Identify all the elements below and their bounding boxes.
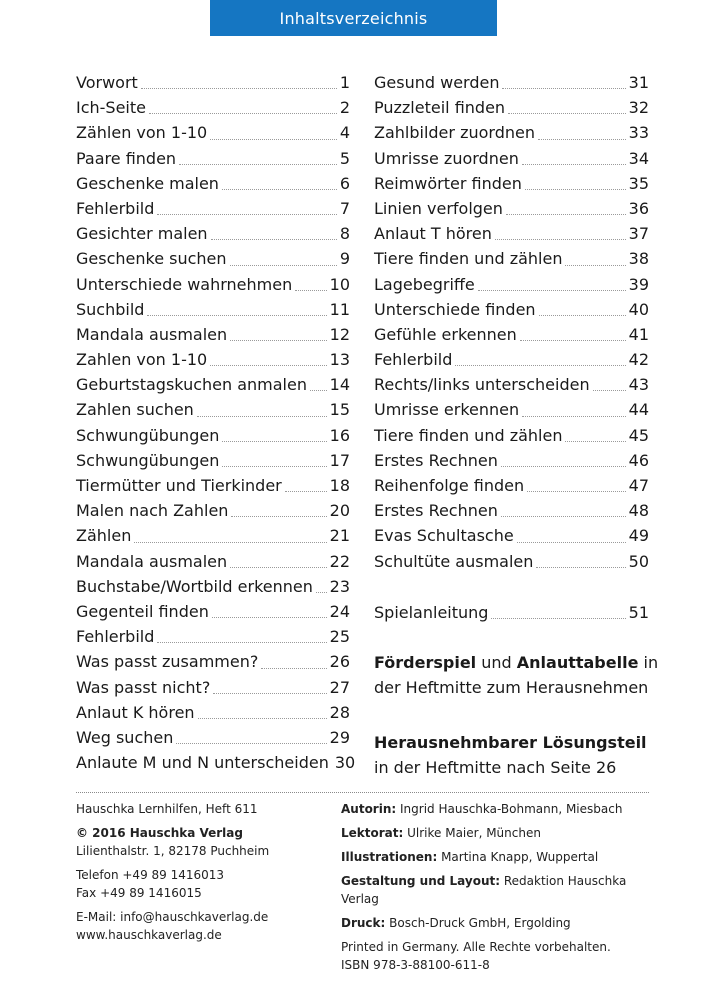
toc-label: Umrisse erkennen	[374, 400, 520, 420]
toc-page-number: 33	[628, 123, 649, 143]
toc-page-number: 28	[329, 702, 350, 722]
toc-leader-dots	[525, 189, 626, 190]
toc-label: Geburtstagskuchen anmalen	[76, 375, 307, 395]
toc-leader-dots	[536, 567, 625, 568]
toc-label: Fehlerbild	[76, 627, 155, 647]
toc-leader-dots	[176, 743, 326, 744]
toc-row	[374, 297, 649, 322]
toc-label: Spielanleitung	[374, 603, 489, 622]
toc-row	[76, 473, 350, 498]
toc-row	[76, 549, 350, 574]
toc-row	[374, 473, 649, 498]
toc-label: Gegenteil finden	[76, 601, 209, 621]
toc-row	[374, 95, 649, 120]
credit-illustrations: Illustrationen: Martina Knapp, Wuppertal	[341, 850, 599, 864]
toc-label: Buchstabe/Wortbild erkennen	[76, 576, 313, 596]
toc-leader-dots	[593, 390, 626, 391]
toc-label: Tiermütter und Tierkinder	[76, 476, 282, 495]
toc-label: Malen nach Zahlen	[76, 501, 229, 521]
toc-row	[76, 322, 350, 347]
toc-label: Reihenfolge finden	[374, 476, 525, 495]
toc-row	[374, 246, 649, 271]
toc-leader-dots	[455, 365, 625, 366]
toc-leader-dots	[212, 617, 327, 618]
toc-page-number: 31	[628, 73, 649, 92]
toc-page-number: 14	[329, 375, 350, 395]
toc-leader-dots	[495, 239, 626, 240]
toc-label: Mandala ausmalen	[76, 324, 228, 344]
toc-label: Gesichter malen	[76, 224, 208, 244]
isbn: ISBN 978-3-88100-611-8	[341, 958, 490, 972]
toc-leader-dots	[210, 365, 326, 366]
toc-row	[76, 700, 350, 725]
imprint-fax: Fax +49 89 1416015	[76, 886, 202, 900]
toc-leader-dots	[285, 491, 327, 492]
toc-page-number: 34	[628, 148, 649, 168]
note-bold: Förderspiel	[374, 653, 477, 672]
toc-page-number: 46	[628, 450, 649, 470]
toc-label: Zählen von 1-10	[76, 123, 208, 143]
toc-page-number: 13	[329, 350, 350, 370]
toc-row	[76, 397, 350, 422]
toc-page-number: 2	[339, 98, 350, 118]
toc-page-number: 10	[329, 274, 350, 294]
toc-label: Linien verfolgen	[374, 198, 503, 218]
toc-leader-dots	[316, 592, 327, 593]
toc-label: Fehlerbild	[76, 198, 155, 218]
toc-page-number: 18	[329, 476, 350, 495]
toc-row	[76, 372, 350, 397]
toc-row	[76, 498, 350, 523]
toc-label: Zahlbilder zuordnen	[374, 123, 535, 143]
toc-row	[76, 221, 350, 246]
toc-leader-dots	[310, 390, 327, 391]
toc-page-number: 8	[339, 224, 350, 244]
imprint-phone: Telefon +49 89 1416013	[76, 868, 225, 882]
toc-label: Evas Schultasche	[374, 526, 514, 546]
toc-left-column	[76, 70, 356, 775]
toc-row	[374, 171, 649, 196]
toc-label: Schwungübungen	[76, 450, 220, 470]
toc-row	[374, 196, 649, 221]
toc-row	[374, 322, 649, 347]
toc-leader-dots	[295, 290, 326, 291]
toc-label: Was passt nicht?	[76, 677, 211, 697]
toc-page-number: 51	[628, 603, 649, 622]
toc-label: Umrisse zuordnen	[374, 148, 519, 168]
toc-row	[76, 423, 350, 448]
toc-leader-dots	[520, 340, 626, 341]
toc-page-number: 43	[628, 375, 649, 395]
toc-page-number: 24	[329, 601, 350, 621]
toc-page-number: 29	[329, 727, 350, 747]
toc-leader-dots	[231, 516, 326, 517]
toc-row-spielanleitung	[374, 600, 649, 625]
toc-row	[374, 523, 649, 548]
toc-row	[76, 675, 350, 700]
toc-label: Erstes Rechnen	[374, 501, 498, 521]
toc-page-number: 9	[339, 249, 350, 269]
toc-row	[374, 423, 649, 448]
toc-leader-dots	[539, 315, 626, 316]
imprint-copyright: © 2016 Hauschka Verlag	[76, 826, 243, 840]
toc-leader-dots	[565, 441, 625, 442]
imprint-address: Lilienthalstr. 1, 82178 Puchheim	[76, 844, 270, 858]
toc-label: Ich-Seite	[76, 98, 146, 118]
toc-row	[374, 448, 649, 473]
note-text: in der Heftmitte zum Herausnehmen	[374, 653, 659, 697]
toc-label: Gefühle erkennen	[374, 324, 517, 344]
toc-page-number: 15	[329, 400, 350, 420]
toc-label: Schultüte ausmalen	[374, 551, 534, 571]
imprint-website: www.hauschkaverlag.de	[76, 928, 222, 942]
rights-notice: Printed in Germany. Alle Rechte vorbehalten.	[341, 940, 611, 954]
imprint-publisher	[76, 800, 326, 944]
toc-page-number: 22	[329, 551, 350, 571]
toc-page-number: 49	[628, 526, 649, 546]
toc-row	[76, 120, 350, 145]
toc-row	[76, 297, 350, 322]
toc-page-number: 27	[329, 677, 350, 697]
toc-page-number: 39	[628, 274, 649, 294]
toc-row	[76, 624, 350, 649]
toc-right-column	[374, 70, 649, 574]
toc-label: Schwungübungen	[76, 425, 220, 445]
toc-row	[76, 750, 356, 775]
toc-row	[374, 146, 649, 171]
toc-leader-dots	[147, 315, 326, 316]
toc-leader-dots	[197, 416, 327, 417]
toc-row	[374, 221, 649, 246]
toc-page-number: 23	[329, 576, 350, 596]
toc-label: Tiere finden und zählen	[374, 425, 563, 445]
toc-leader-dots	[491, 618, 625, 619]
toc-label: Fehlerbild	[374, 350, 453, 370]
toc-page-number: 45	[628, 425, 649, 445]
toc-leader-dots	[157, 214, 336, 215]
toc-row	[76, 599, 350, 624]
toc-label: Zahlen von 1-10	[76, 350, 208, 370]
toc-leader-dots	[222, 466, 326, 467]
toc-page-number: 44	[628, 400, 649, 420]
imprint-email: E-Mail: info@hauschkaverlag.de	[76, 910, 269, 924]
note-text: in der Heftmitte nach Seite 26	[374, 758, 617, 777]
imprint-series: Hauschka Lernhilfen, Heft 611	[76, 802, 258, 816]
toc-row	[374, 372, 649, 397]
toc-leader-dots	[179, 164, 337, 165]
toc-leader-dots	[522, 164, 626, 165]
toc-leader-dots	[230, 265, 337, 266]
toc-leader-dots	[198, 718, 327, 719]
toc-row	[374, 549, 649, 574]
note-bold: Anlauttabelle	[516, 653, 639, 672]
toc-leader-dots	[508, 113, 626, 114]
toc-leader-dots	[478, 290, 626, 291]
toc-leader-dots	[522, 416, 625, 417]
toc-row	[374, 272, 649, 297]
toc-label: Zahlen suchen	[76, 400, 194, 420]
toc-page-number: 36	[628, 198, 649, 218]
toc-page-number: 5	[339, 148, 350, 168]
toc-leader-dots	[517, 542, 626, 543]
toc-label: Mandala ausmalen	[76, 551, 228, 571]
toc-leader-dots	[261, 668, 326, 669]
toc-leader-dots	[230, 340, 326, 341]
toc-row	[374, 120, 649, 145]
note-foerderspiel	[374, 650, 664, 700]
toc-row	[374, 347, 649, 372]
toc-row	[76, 649, 350, 674]
toc-row	[374, 397, 649, 422]
toc-leader-dots	[213, 693, 326, 694]
toc-row	[76, 70, 350, 95]
toc-leader-dots	[230, 567, 326, 568]
toc-label: Reimwörter finden	[374, 173, 522, 193]
note-bold: Herausnehmbarer Lösungsteil	[374, 733, 647, 752]
toc-row	[374, 498, 649, 523]
toc-label: Geschenke suchen	[76, 249, 227, 269]
toc-leader-dots	[134, 542, 326, 543]
toc-page-number: 25	[329, 627, 350, 647]
page-title: Inhaltsverzeichnis	[279, 8, 428, 28]
toc-page-number: 47	[628, 476, 649, 495]
divider	[76, 792, 649, 793]
toc-page-number: 30	[334, 753, 356, 773]
toc-label: Erstes Rechnen	[374, 450, 498, 470]
toc-leader-dots	[538, 139, 626, 140]
toc-page-number: 17	[329, 450, 350, 470]
toc-leader-dots	[501, 466, 626, 467]
toc-row	[374, 70, 649, 95]
toc-leader-dots	[211, 239, 337, 240]
toc-row	[76, 196, 350, 221]
toc-row	[76, 95, 350, 120]
toc-row	[76, 246, 350, 271]
toc-leader-dots	[565, 265, 625, 266]
toc-label: Zählen	[76, 526, 132, 546]
toc-page-number: 26	[329, 652, 350, 672]
toc-leader-dots	[527, 491, 626, 492]
toc-row	[76, 523, 350, 548]
toc-page-number: 38	[628, 249, 649, 269]
toc-page-number: 21	[329, 526, 350, 546]
toc-leader-dots	[222, 441, 326, 442]
imprint-credits	[341, 800, 661, 974]
toc-label: Anlaut K hören	[76, 702, 195, 722]
toc-row	[76, 448, 350, 473]
toc-row	[76, 347, 350, 372]
toc-label: Paare finden	[76, 148, 177, 168]
toc-page-number: 48	[628, 501, 649, 521]
toc-row	[76, 272, 350, 297]
toc-page-number: 32	[628, 98, 649, 118]
toc-row	[76, 171, 350, 196]
toc-leader-dots	[222, 189, 337, 190]
toc-leader-dots	[502, 88, 625, 89]
toc-row	[76, 725, 350, 750]
toc-label: Was passt zusammen?	[76, 652, 259, 672]
toc-label: Rechts/links unterscheiden	[374, 375, 590, 395]
credit-print: Druck: Bosch-Druck GmbH, Ergolding	[341, 916, 571, 930]
toc-page-number: 20	[329, 501, 350, 521]
toc-label: Anlaute M und N unterscheiden	[76, 753, 329, 773]
toc-label: Anlaut T hören	[374, 224, 492, 244]
toc-page-number: 12	[329, 324, 350, 344]
toc-leader-dots	[141, 88, 337, 89]
credit-editor: Lektorat: Ulrike Maier, München	[341, 826, 541, 840]
toc-label: Weg suchen	[76, 727, 174, 747]
toc-page-number: 7	[339, 198, 350, 218]
toc-page-number: 40	[628, 299, 649, 319]
toc-label: Suchbild	[76, 299, 145, 319]
toc-page-number: 41	[628, 324, 649, 344]
toc-page-number: 6	[339, 173, 350, 193]
note-text: und	[476, 653, 517, 672]
toc-page-number: 35	[628, 173, 649, 193]
toc-label: Lagebegriffe	[374, 274, 475, 294]
credit-author: Autorin: Ingrid Hauschka-Bohmann, Miesbach	[341, 802, 623, 816]
toc-page-number: 50	[628, 551, 649, 571]
toc-leader-dots	[501, 516, 626, 517]
toc-label: Puzzleteil finden	[374, 98, 506, 118]
toc-label: Geschenke malen	[76, 173, 219, 193]
toc-page-number: 1	[339, 73, 350, 92]
note-loesungsteil	[374, 730, 664, 780]
toc-page-number: 4	[339, 123, 350, 143]
toc-page-number: 37	[628, 224, 649, 244]
toc-label: Unterschiede wahrnehmen	[76, 274, 293, 294]
toc-row	[76, 146, 350, 171]
toc-page-number: 42	[628, 350, 649, 370]
toc-leader-dots	[506, 214, 626, 215]
toc-label: Vorwort	[76, 73, 138, 92]
toc-page-number: 11	[329, 299, 350, 319]
toc-row	[76, 574, 350, 599]
toc-leader-dots	[157, 642, 326, 643]
toc-label: Tiere finden und zählen	[374, 249, 563, 269]
toc-leader-dots	[210, 139, 337, 140]
toc-label: Unterschiede finden	[374, 299, 536, 319]
toc-leader-dots	[149, 113, 337, 114]
toc-label: Gesund werden	[374, 73, 500, 92]
toc-page-number: 16	[329, 425, 350, 445]
page-header	[210, 0, 497, 36]
credit-design: Gestaltung und Layout: Redaktion Hauschka Verlag	[341, 874, 627, 906]
